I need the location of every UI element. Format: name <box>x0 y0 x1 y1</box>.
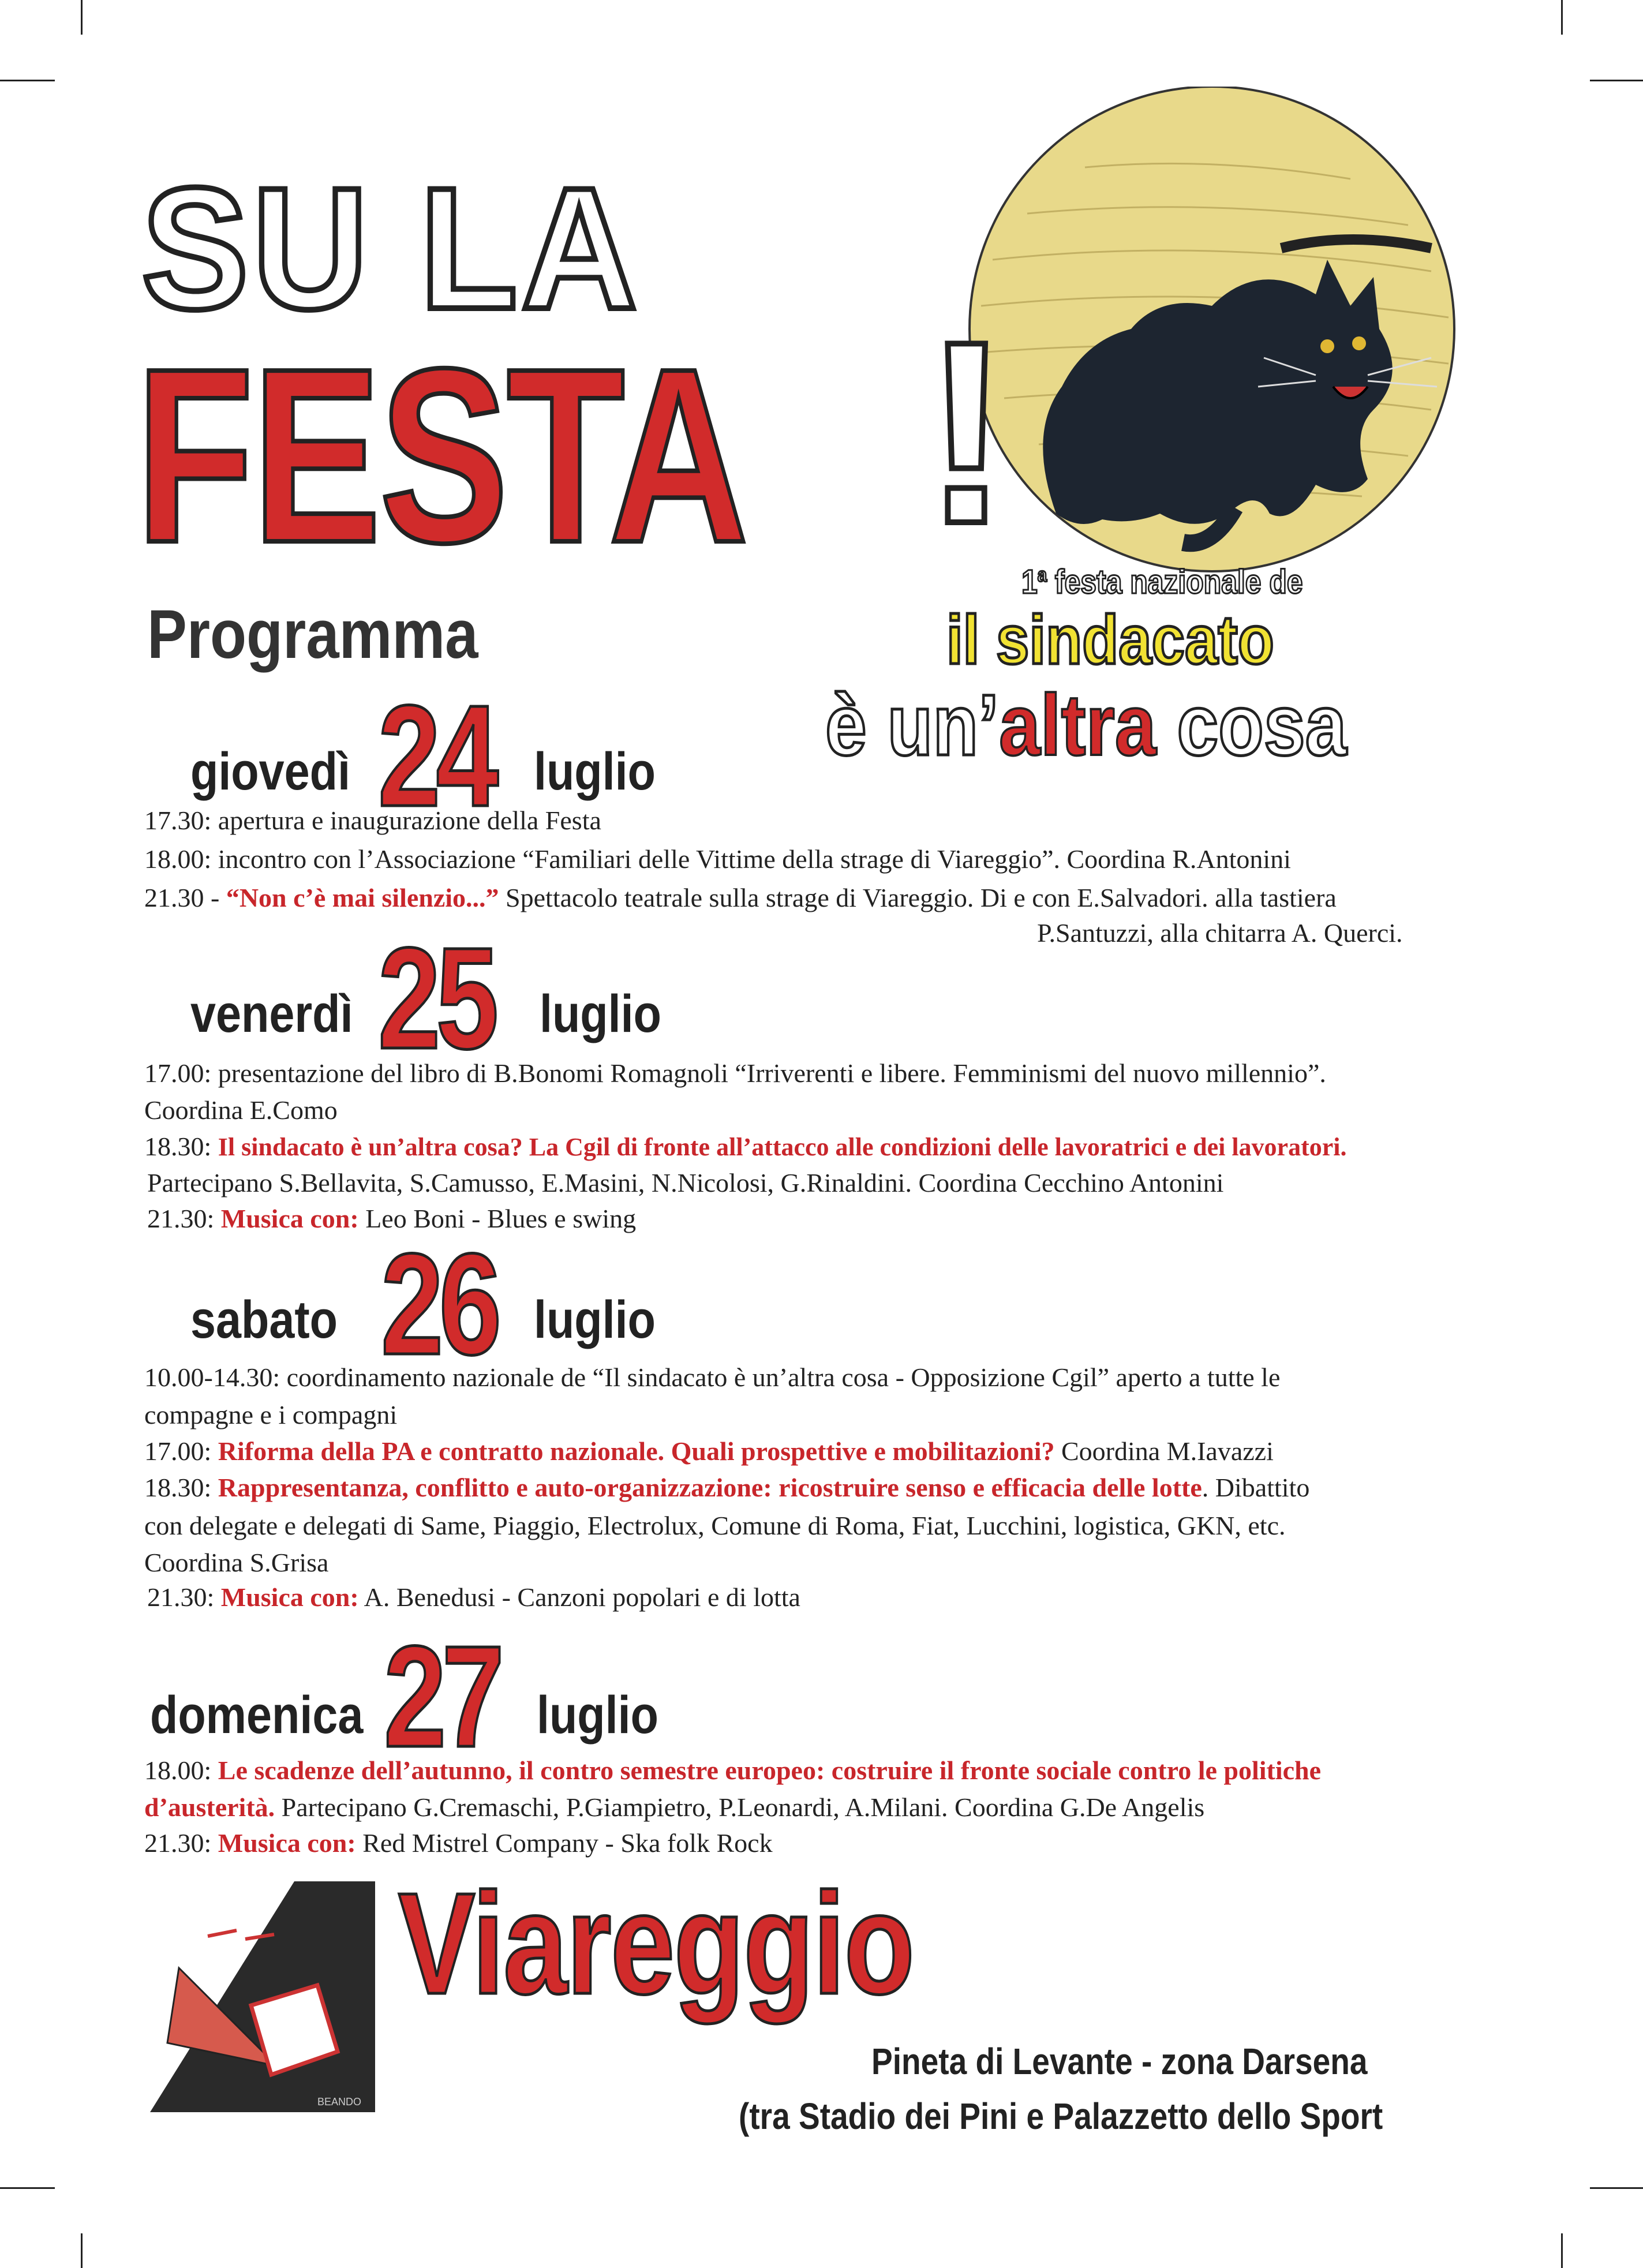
d27-l1-title: Le scadenze dell’autunno, il contro semestre europeo: costruire il fronte sociale contro le politiche <box>218 1756 1322 1785</box>
d24-line-3 <box>144 879 1337 916</box>
d25-l3-time: 18.30: <box>144 1132 218 1161</box>
d26-l4-rest: . Dibattito <box>1202 1473 1310 1502</box>
d26-l7-time: 21.30: <box>147 1582 221 1612</box>
badge-altra-cosa <box>825 675 1346 775</box>
badge-first-festa <box>1021 563 1303 601</box>
d26-l7-label: Musica con: <box>220 1582 359 1612</box>
d25-l5-label: Musica con: <box>220 1204 359 1233</box>
d27-l2-rest: Partecipano G.Cremaschi, P.Giampietro, P.Leonardi, A.Milani. Coordina G.De Angelis <box>275 1792 1205 1822</box>
d26-line-5: con delegate e delegati di Same, Piaggio, Electrolux, Comune di Roma, Fiat, Lucchini, logistica, GKN, etc. <box>144 1511 1286 1540</box>
d26-line-3 <box>144 1433 1274 1470</box>
d24-line-2: 18.00: incontro con l’Associazione “Familiari delle Vittime della strage di Viareggio”. Coordina R.Antonini <box>144 844 1291 874</box>
d24-l3-title: “Non c’è mai silenzio...” <box>226 883 499 912</box>
venue-city: Viareggio <box>398 1863 914 2024</box>
d26-l3-time: 17.00: <box>144 1436 218 1466</box>
title-festa: FESTA <box>136 317 747 594</box>
d27-l2-title: d’austerità. <box>144 1792 275 1822</box>
d26-line-1: 10.00-14.30: coordinamento nazionale de “Il sindacato è un’altra cosa - Opposizione Cgil” aperto a tutte le <box>144 1363 1281 1392</box>
day-25-month: luglio <box>540 985 661 1043</box>
d25-l3-title: Il sindacato è un’altra cosa? La Cgil di fronte all’attacco alle condizioni delle lavoratrici e dei lavoratori. <box>218 1133 1347 1161</box>
badge-altra: altra <box>999 676 1157 773</box>
d27-l1-time: 18.00: <box>144 1756 218 1785</box>
d25-line-3 <box>144 1128 1346 1166</box>
logo-signature: BEANDO <box>317 2096 362 2108</box>
crop-mark <box>1590 80 1643 81</box>
day-27-number: 27 <box>384 1616 500 1777</box>
day-26-month: luglio <box>534 1290 656 1349</box>
d27-l3-time: 21.30: <box>144 1828 218 1858</box>
crop-mark <box>1561 0 1563 35</box>
d27-l3-label: Musica con: <box>218 1828 356 1858</box>
d27-line-3 <box>144 1825 773 1862</box>
crop-mark <box>0 2187 55 2189</box>
d24-l3-rest: Spettacolo teatrale sulla strage di Viareggio. Di e con E.Salvadori. alla tastiera <box>499 883 1337 912</box>
badge-sindacato: il sindacato <box>946 601 1274 679</box>
badge-festa-text: festa nazionale de <box>1054 563 1303 601</box>
d26-line-4 <box>144 1469 1309 1506</box>
union-logo-icon <box>144 1876 387 2118</box>
programma-heading: Programma <box>147 596 478 673</box>
d27-l3-rest: Red Mistrel Company - Ska folk Rock <box>355 1828 773 1858</box>
d24-line-1: 17.30: apertura e inaugurazione della Festa <box>144 806 601 835</box>
d25-line-1: 17.00: presentazione del libro di B.Bonomi Romagnoli “Irriverenti e libere. Femminismi del nuovo millennio”. <box>144 1058 1326 1088</box>
badge-cosa: cosa <box>1177 676 1347 773</box>
d24-line-4: P.Santuzzi, alla chitarra A. Querci. <box>1037 918 1403 948</box>
badge-e-un: è un’ <box>825 676 1000 773</box>
d26-line-6: Coordina S.Grisa <box>144 1548 329 1577</box>
badge-number: 1 <box>1021 563 1038 601</box>
day-27-month: luglio <box>537 1686 658 1745</box>
d26-line-2: compagne e i compagni <box>144 1400 398 1429</box>
venue-detail: (tra Stadio dei Pini e Palazzetto dello Sport <box>739 2095 1383 2137</box>
crop-mark <box>1561 2233 1563 2268</box>
day-25-weekday: venerdì <box>190 985 353 1043</box>
title-su-la: SU LA <box>141 151 641 345</box>
title-exclamation: ! <box>923 288 1010 578</box>
d25-l5-time: 21.30: <box>147 1204 221 1233</box>
d25-l5-rest: Leo Boni - Blues e swing <box>358 1204 637 1233</box>
d26-l7-rest: A. Benedusi - Canzoni popolari e di lotta <box>358 1582 800 1612</box>
d25-line-4: Partecipano S.Bellavita, S.Camusso, E.Masini, N.Nicolosi, G.Rinaldini. Coordina Cecchino Antonini <box>147 1168 1224 1197</box>
crop-mark <box>81 0 83 35</box>
d26-line-7 <box>147 1579 800 1616</box>
crop-mark <box>1590 2187 1643 2189</box>
day-24-number: 24 <box>378 675 495 836</box>
crop-mark <box>81 2233 83 2268</box>
day-26-weekday: sabato <box>190 1290 338 1349</box>
d24-l3-time: 21.30 - <box>144 883 226 912</box>
d26-l4-time: 18.30: <box>144 1473 218 1502</box>
d25-line-2: Coordina E.Como <box>144 1095 338 1125</box>
d26-l3-title: Riforma della PA e contratto nazionale. Quali prospettive e mobilitazioni? <box>218 1436 1055 1466</box>
d26-l4-title: Rappresentanza, conflitto e auto-organizzazione: ricostruire senso e efficacia delle lotte <box>218 1473 1202 1502</box>
day-26-number: 26 <box>381 1223 497 1384</box>
day-27-weekday: domenica <box>150 1686 364 1745</box>
day-24-weekday: giovedì <box>190 742 350 801</box>
day-24-month: luglio <box>534 742 656 801</box>
d27-line-2 <box>144 1789 1204 1826</box>
d27-line-1 <box>144 1752 1321 1789</box>
day-25-number: 25 <box>378 918 495 1079</box>
venue-place: Pineta di Levante - zona Darsena <box>871 2041 1368 2082</box>
d26-l3-rest: Coordina M.Iavazzi <box>1054 1436 1274 1466</box>
badge-superscript: a <box>1037 564 1047 586</box>
crop-mark <box>0 80 55 81</box>
